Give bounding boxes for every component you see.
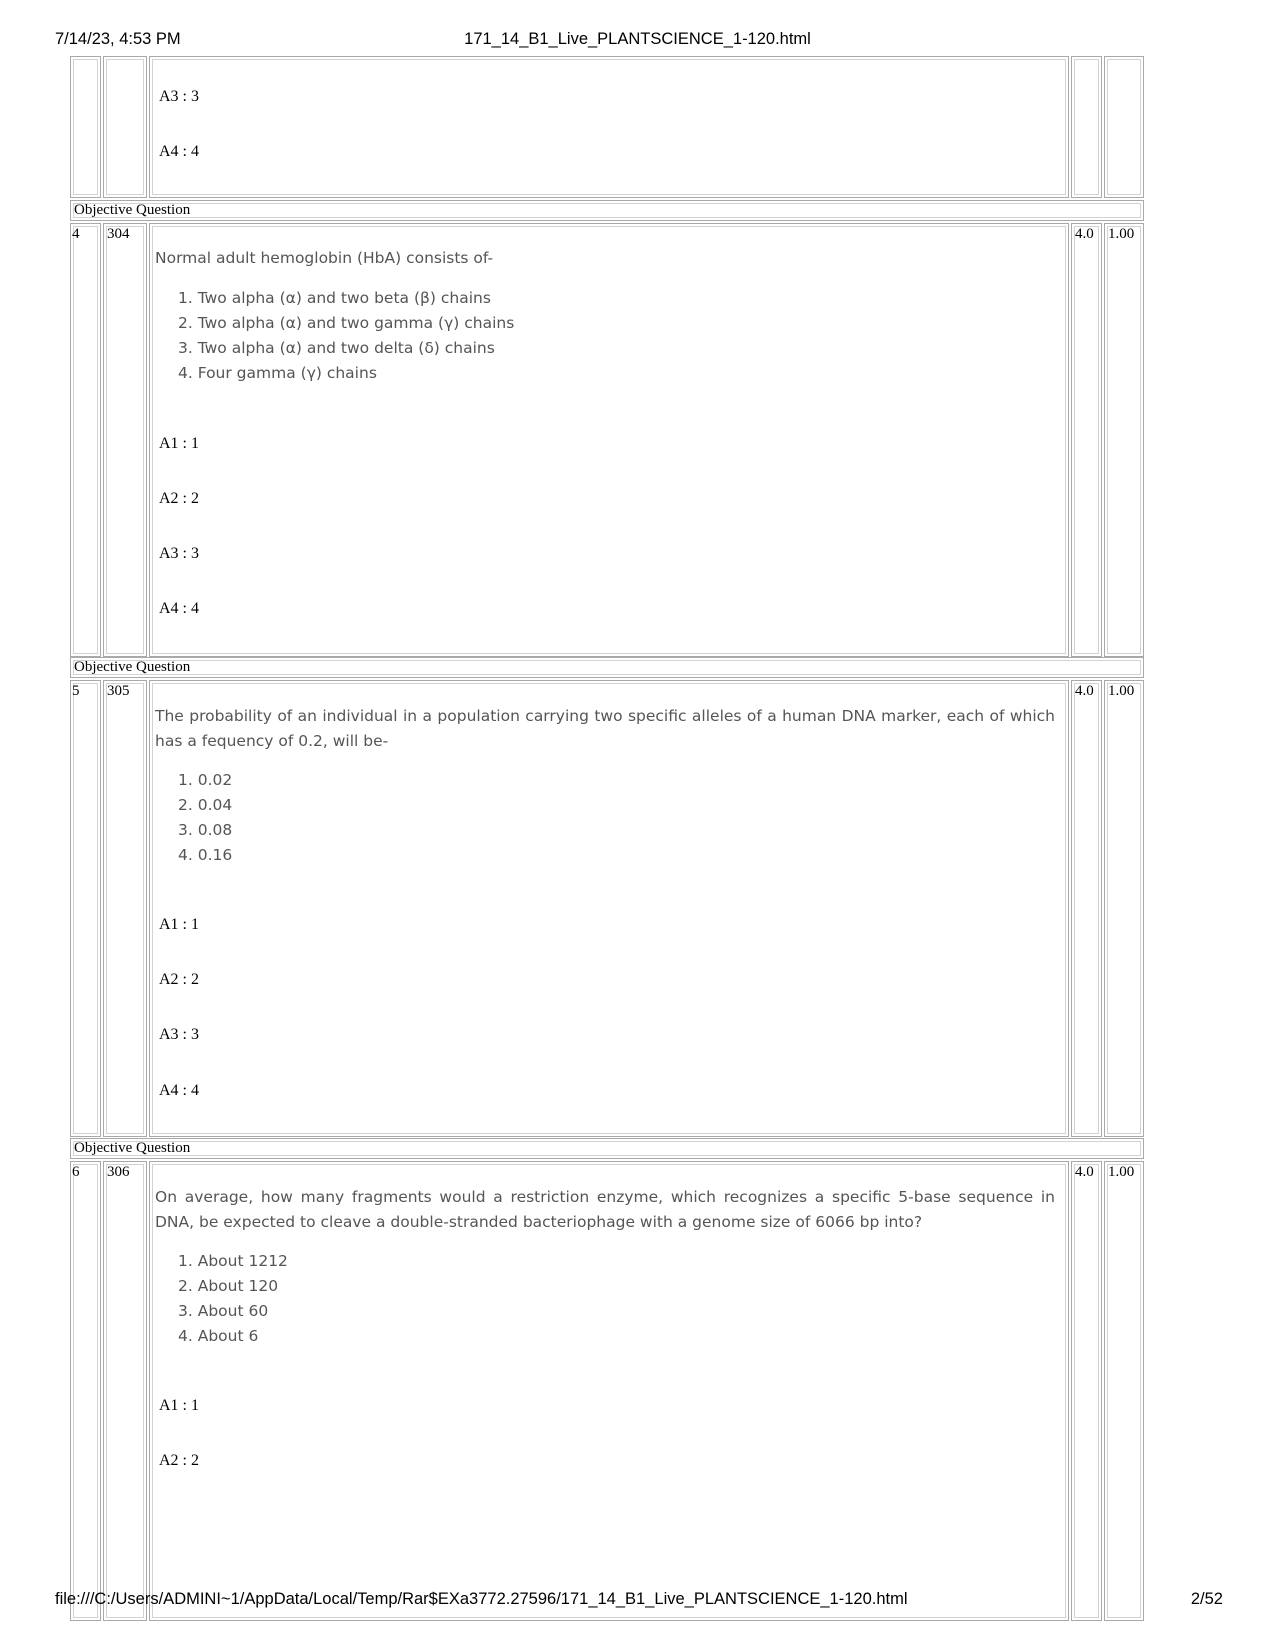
sno-cell bbox=[70, 680, 101, 1137]
negative-marks-value: 1.00 bbox=[1108, 1164, 1135, 1180]
option-item: 1. About 1212 bbox=[178, 1252, 288, 1270]
answer-option: A1 : 1 bbox=[159, 435, 199, 452]
option-item: 1. 0.02 bbox=[178, 771, 233, 789]
answer-option: A4 : 4 bbox=[159, 1082, 199, 1099]
answer-option: A1 : 1 bbox=[159, 1397, 199, 1414]
question-table bbox=[70, 60, 1200, 1590]
negative-marks-value: 1.00 bbox=[1108, 226, 1135, 242]
qid-cell bbox=[103, 680, 147, 1137]
option-item: 4. 0.16 bbox=[178, 846, 233, 864]
prev-body-cell bbox=[149, 56, 1069, 198]
negative-marks-cell bbox=[1104, 223, 1144, 657]
option-list bbox=[178, 1249, 288, 1349]
prev-qid-cell bbox=[103, 56, 147, 198]
question-text: Normal adult hemoglobin (HbA) consists of- bbox=[155, 249, 494, 267]
section-label: Objective Question bbox=[70, 200, 1144, 221]
answer-option: A3 : 3 bbox=[159, 88, 199, 105]
answer-option: A2 : 2 bbox=[159, 490, 199, 507]
qid-cell bbox=[103, 223, 147, 657]
question-id: 306 bbox=[107, 1164, 130, 1180]
option-item: 2. About 120 bbox=[178, 1277, 279, 1295]
prev-negative-cell bbox=[1104, 56, 1144, 198]
option-list bbox=[178, 286, 514, 386]
question-id: 304 bbox=[107, 226, 130, 242]
option-item: 3. Two alpha (α) and two delta (δ) chains bbox=[178, 339, 495, 357]
negative-marks-cell bbox=[1104, 1161, 1144, 1621]
answer-option: A4 : 4 bbox=[159, 143, 199, 160]
section-label: Objective Question bbox=[70, 1138, 1144, 1159]
qid-cell bbox=[103, 1161, 147, 1621]
marks-cell bbox=[1071, 223, 1102, 657]
option-item: 3. About 60 bbox=[178, 1302, 269, 1320]
negative-marks-cell bbox=[1104, 680, 1144, 1137]
question-id: 305 bbox=[107, 683, 130, 699]
print-page-title: 171_14_B1_Live_PLANTSCIENCE_1-120.html bbox=[464, 30, 811, 48]
question-text: The probability of an individual in a population carrying two specific alleles of a human DNA marker, each of which has a fequency of 0.2, will be- bbox=[155, 707, 1055, 750]
option-item: 2. Two alpha (α) and two gamma (γ) chains bbox=[178, 314, 515, 332]
answer-option: A1 : 1 bbox=[159, 916, 199, 933]
sno-cell bbox=[70, 1161, 101, 1621]
marks-value: 4.0 bbox=[1075, 226, 1094, 242]
option-item: 1. Two alpha (α) and two beta (β) chains bbox=[178, 289, 491, 307]
option-list bbox=[178, 768, 232, 868]
question-body-cell bbox=[149, 680, 1069, 1137]
answer-option: A3 : 3 bbox=[159, 545, 199, 562]
question-serial: 5 bbox=[72, 683, 80, 699]
print-datetime: 7/14/23, 4:53 PM bbox=[55, 30, 181, 48]
question-serial: 6 bbox=[72, 1164, 80, 1180]
marks-value: 4.0 bbox=[1075, 683, 1094, 699]
marks-value: 4.0 bbox=[1075, 1164, 1094, 1180]
answer-option: A2 : 2 bbox=[159, 1452, 199, 1469]
section-label: Objective Question bbox=[70, 657, 1144, 678]
prev-marks-cell bbox=[1071, 56, 1102, 198]
question-text: On average, how many fragments would a restriction enzyme, which recognizes a specific 5-base sequence in DNA, be expected to cleave a double-stranded bacteriophage with a genome size of 6066 bp into? bbox=[155, 1188, 1055, 1231]
question-body-cell bbox=[149, 223, 1069, 657]
negative-marks-value: 1.00 bbox=[1108, 683, 1135, 699]
answer-option: A4 : 4 bbox=[159, 600, 199, 617]
question-serial: 4 bbox=[72, 226, 80, 242]
option-item: 4. About 6 bbox=[178, 1327, 259, 1345]
question-body-cell bbox=[149, 1161, 1069, 1621]
marks-cell bbox=[1071, 680, 1102, 1137]
option-item: 4. Four gamma (γ) chains bbox=[178, 364, 377, 382]
answer-option: A2 : 2 bbox=[159, 971, 199, 988]
sno-cell bbox=[70, 223, 101, 657]
marks-cell bbox=[1071, 1161, 1102, 1621]
print-page-number: 2/52 bbox=[1190, 1590, 1223, 1608]
answer-option: A3 : 3 bbox=[159, 1026, 199, 1043]
prev-sno-cell bbox=[70, 56, 101, 198]
option-item: 2. 0.04 bbox=[178, 796, 233, 814]
option-item: 3. 0.08 bbox=[178, 821, 233, 839]
print-file-path: file:///C:/Users/ADMINI~1/AppData/Local/Temp/Rar$EXa3772.27596/171_14_B1_Live_PLANTSCIENCE_1-120.html bbox=[55, 1590, 908, 1608]
